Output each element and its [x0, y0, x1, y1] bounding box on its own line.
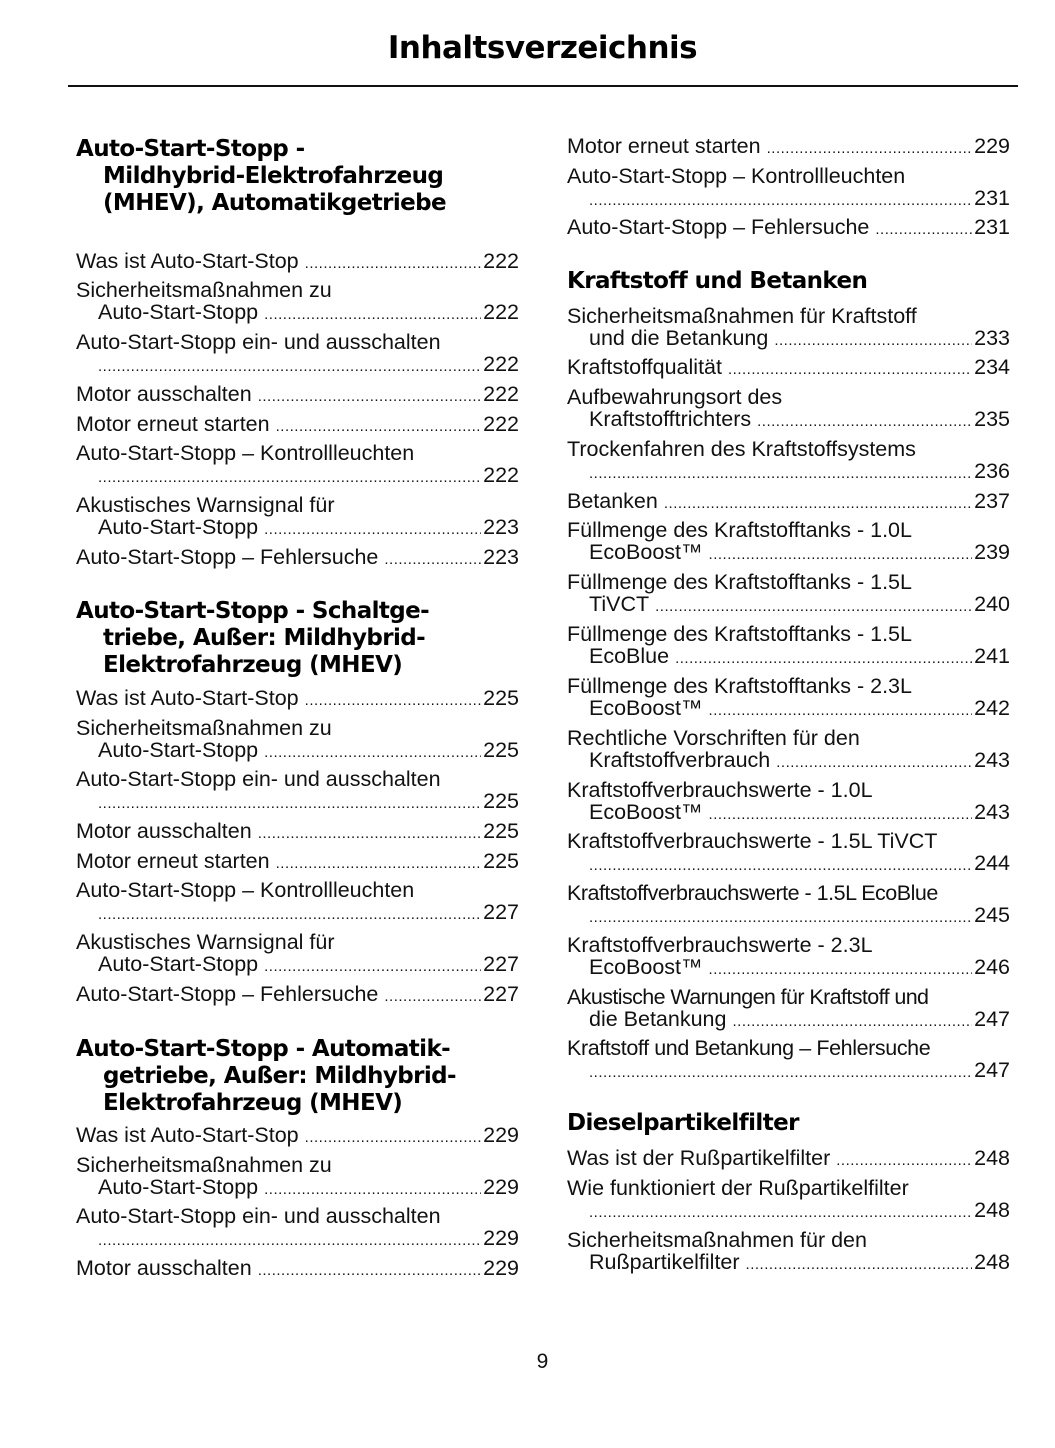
toc-entry[interactable]: Motor erneut starten ..... 229 [567, 135, 1010, 160]
toc-entry[interactable]: Kraftstoffverbrauchswerte - 1.0L EcoBoost™ ..... 243 [567, 779, 1010, 826]
section-heading-schaltgetriebe: Auto-Start-Stopp - Schaltge- triebe, Außer: Mildhybrid- Elektrofahrzeug (MHEV) [76, 598, 430, 678]
toc-entry[interactable]: Kraftstoffqualität ..... 234 [567, 356, 1010, 381]
leader-dots [875, 216, 972, 241]
toc-entry[interactable]: Füllmenge des Kraftstofftanks - 1.0L EcoBoost™ ..... 239 [567, 519, 1010, 566]
toc-entry[interactable]: Füllmenge des Kraftstofftanks - 2.3L EcoBoost™ ..... 242 [567, 675, 1010, 722]
page-ref: 240 [974, 592, 1010, 616]
toc-entry[interactable]: Auto-Start-Stopp – Kontrollleuchten ..... 222 [76, 442, 519, 489]
leader-dots [276, 413, 482, 438]
leader-dots [709, 541, 973, 566]
page-number: 9 [536, 1350, 549, 1373]
toc-entry[interactable]: Auto-Start-Stopp – Fehlersuche ..... 223 [76, 546, 519, 571]
toc-entry[interactable]: Auto-Start-Stopp ein- und ausschalten ..... 229 [76, 1205, 519, 1252]
leader-dots [258, 820, 481, 845]
leader-dots [589, 1059, 972, 1084]
toc-entry[interactable]: Motor ausschalten ..... 229 [76, 1257, 519, 1282]
leader-dots [589, 460, 972, 485]
leader-dots [836, 1147, 972, 1172]
page-ref: 229 [483, 1175, 519, 1199]
toc-entry[interactable]: Auto-Start-Stopp – Kontrollleuchten ..... 227 [76, 879, 519, 926]
leader-dots [757, 408, 972, 433]
toc-entry[interactable]: Sicherheitsmaßnahmen zu Auto-Start-Stopp ..... 229 [76, 1154, 519, 1201]
leader-dots [728, 356, 972, 381]
leader-dots [709, 801, 973, 826]
page-ref: 235 [974, 407, 1010, 431]
page-title: Inhaltsverzeichnis [387, 30, 698, 66]
page-ref: 245 [974, 903, 1010, 927]
toc-entry[interactable]: Kraftstoffverbrauchswerte - 1.5L EcoBlue ..... 245 [567, 882, 1010, 929]
toc-entry[interactable]: Motor ausschalten ..... 222 [76, 383, 519, 408]
toc-entry[interactable]: Auto-Start-Stopp ein- und ausschalten ..... 222 [76, 331, 519, 378]
page-ref: 229 [483, 1123, 519, 1147]
toc-entry[interactable]: Aufbewahrungsort des Kraftstofftrichters ..... 235 [567, 386, 1010, 433]
leader-dots [305, 250, 481, 275]
toc-entry[interactable]: Kraftstoffverbrauchswerte - 2.3L EcoBoost™ ..... 246 [567, 934, 1010, 981]
page-ref: 225 [483, 789, 519, 813]
leader-dots [589, 852, 972, 877]
leader-dots [258, 383, 481, 408]
page-ref: 243 [974, 748, 1010, 772]
page-ref: 222 [483, 412, 519, 436]
toc-entry[interactable]: Motor erneut starten ..... 222 [76, 413, 519, 438]
leader-dots [276, 850, 482, 875]
leader-dots [305, 1124, 481, 1149]
leader-dots [767, 135, 973, 160]
toc-entry[interactable]: Akustisches Warnsignal für Auto-Start-Stopp ..... 227 [76, 931, 519, 978]
page-ref: 222 [483, 463, 519, 487]
toc-entry[interactable]: Wie funktioniert der Rußpartikelfilter ..... 248 [567, 1177, 1010, 1224]
page-ref: 247 [974, 1007, 1010, 1031]
leader-dots [384, 983, 481, 1008]
page-ref: 233 [974, 326, 1010, 350]
page-ref: 227 [483, 982, 519, 1006]
leader-dots [98, 901, 481, 926]
leader-dots [98, 353, 481, 378]
section-heading-mhev-automatik: Auto-Start-Stopp - Mildhybrid-Elektrofahrzeug (MHEV), Automatikgetriebe [76, 136, 446, 216]
toc-entry[interactable]: Auto-Start-Stopp – Kontrollleuchten ..... 231 [567, 165, 1010, 212]
toc-entry[interactable]: Kraftstoffverbrauchswerte - 1.5L TiVCT ..... 244 [567, 830, 1010, 877]
toc-entry[interactable]: Rechtliche Vorschriften für den Kraftstoffverbrauch ..... 243 [567, 727, 1010, 774]
toc-entry[interactable]: Motor erneut starten ..... 225 [76, 850, 519, 875]
leader-dots [589, 904, 972, 929]
page-ref: 239 [974, 540, 1010, 564]
toc-entry[interactable]: Auto-Start-Stopp – Fehlersuche ..... 227 [76, 983, 519, 1008]
toc-entry[interactable]: Akustische Warnungen für Kraftstoff und die Betankung ..... 247 [567, 986, 1010, 1033]
leader-dots [264, 739, 481, 764]
page-ref: 225 [483, 849, 519, 873]
page-ref: 236 [974, 459, 1010, 483]
leader-dots [709, 956, 973, 981]
section-heading-dieselpartikelfilter: Dieselpartikelfilter [567, 1110, 799, 1136]
leader-dots [746, 1251, 973, 1276]
page-ref: 241 [974, 644, 1010, 668]
leader-dots [675, 645, 972, 670]
page-ref: 223 [483, 545, 519, 569]
page-ref: 222 [483, 352, 519, 376]
page-ref: 237 [974, 489, 1010, 513]
toc-entry[interactable]: Kraftstoff und Betankung – Fehlersuche ..... 247 [567, 1037, 1010, 1084]
toc-entry[interactable]: Füllmenge des Kraftstofftanks - 1.5L EcoBlue ..... 241 [567, 623, 1010, 670]
toc-entry[interactable]: Trockenfahren des Kraftstoffsystems ..... 236 [567, 438, 1010, 485]
leader-dots [709, 697, 973, 722]
toc-entry[interactable]: Akustisches Warnsignal für Auto-Start-Stopp ..... 223 [76, 494, 519, 541]
toc-entry[interactable]: Betanken ..... 237 [567, 490, 1010, 515]
page-ref: 223 [483, 515, 519, 539]
leader-dots [589, 187, 972, 212]
toc-entry[interactable]: Auto-Start-Stopp ein- und ausschalten ..... 225 [76, 768, 519, 815]
page-ref: 227 [483, 952, 519, 976]
page-ref: 229 [483, 1226, 519, 1250]
page-ref: 243 [974, 800, 1010, 824]
title-divider [68, 85, 1018, 87]
toc-entry[interactable]: Sicherheitsmaßnahmen zu Auto-Start-Stopp ..... 222 [76, 279, 519, 326]
leader-dots [774, 327, 972, 352]
page-ref: 231 [974, 186, 1010, 210]
leader-dots [258, 1257, 481, 1282]
page-ref: 248 [974, 1198, 1010, 1222]
page-ref: 222 [483, 300, 519, 324]
leader-dots [264, 516, 481, 541]
toc-entry[interactable]: Was ist Auto-Start-Stop ..... 225 [76, 687, 519, 712]
page-ref: 247 [974, 1058, 1010, 1082]
leader-dots [98, 1227, 481, 1252]
leader-dots [98, 790, 481, 815]
page-ref: 225 [483, 819, 519, 843]
leader-dots [98, 464, 481, 489]
toc-entry[interactable]: Motor ausschalten ..... 225 [76, 820, 519, 845]
page-ref: 246 [974, 955, 1010, 979]
page-ref: 225 [483, 686, 519, 710]
page-ref: 222 [483, 382, 519, 406]
leader-dots [664, 490, 972, 515]
page-ref: 229 [483, 1256, 519, 1280]
toc-entry[interactable]: Sicherheitsmaßnahmen für den Rußpartikelfilter ..... 248 [567, 1229, 1010, 1276]
section-heading-kraftstoff: Kraftstoff und Betanken [567, 268, 868, 294]
leader-dots [305, 687, 481, 712]
page-ref: 248 [974, 1250, 1010, 1274]
toc-entry[interactable]: Was ist Auto-Start-Stop ..... 229 [76, 1124, 519, 1149]
toc-entry[interactable]: Auto-Start-Stopp – Fehlersuche ..... 231 [567, 216, 1010, 241]
page-ref: 248 [974, 1146, 1010, 1170]
page-ref: 222 [483, 249, 519, 273]
leader-dots [776, 749, 972, 774]
leader-dots [732, 1008, 972, 1033]
section-heading-automatikgetriebe: Auto-Start-Stopp - Automatik- getriebe, Außer: Mildhybrid- Elektrofahrzeug (MHEV) [76, 1036, 456, 1116]
page-ref: 244 [974, 851, 1010, 875]
page-ref: 227 [483, 900, 519, 924]
toc-entry[interactable]: Was ist der Rußpartikelfilter ..... 248 [567, 1147, 1010, 1172]
toc-entry[interactable]: Füllmenge des Kraftstofftanks - 1.5L TiVCT ..... 240 [567, 571, 1010, 618]
leader-dots [384, 546, 481, 571]
leader-dots [264, 301, 481, 326]
page-ref: 231 [974, 215, 1010, 239]
leader-dots [264, 1176, 481, 1201]
toc-entry[interactable]: Was ist Auto-Start-Stop ..... 222 [76, 250, 519, 275]
page-ref: 242 [974, 696, 1010, 720]
toc-entry[interactable]: Sicherheitsmaßnahmen zu Auto-Start-Stopp ..... 225 [76, 717, 519, 764]
page-ref: 225 [483, 738, 519, 762]
leader-dots [264, 953, 481, 978]
page-ref: 234 [974, 355, 1010, 379]
leader-dots [655, 593, 972, 618]
toc-entry[interactable]: Sicherheitsmaßnahmen für Kraftstoff und die Betankung ..... 233 [567, 305, 1010, 352]
leader-dots [589, 1199, 972, 1224]
page-ref: 229 [974, 134, 1010, 158]
